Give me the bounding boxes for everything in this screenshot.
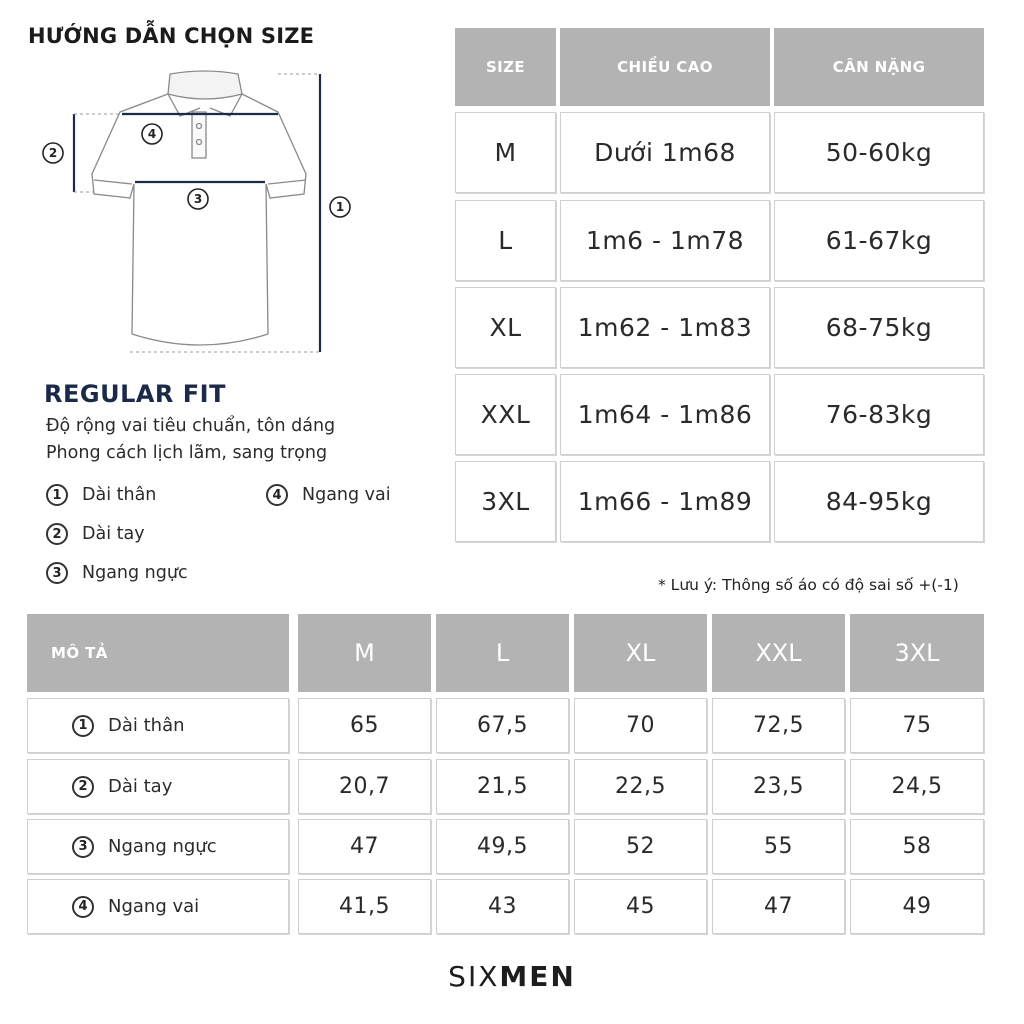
value-cell: 22,5 bbox=[574, 759, 707, 814]
size-column-header: 3XL bbox=[850, 614, 984, 692]
fit-title: REGULAR FIT bbox=[44, 380, 226, 408]
table-row-label bbox=[27, 819, 289, 874]
number-3-icon: 3 bbox=[72, 836, 94, 858]
fit-description-1: Độ rộng vai tiêu chuẩn, tôn dáng bbox=[46, 416, 336, 436]
description-header: MÔ TẢ bbox=[27, 614, 289, 692]
value-cell: 24,5 bbox=[850, 759, 984, 814]
number-4-icon: 4 bbox=[266, 484, 288, 506]
legend-label: Ngang vai bbox=[302, 485, 391, 505]
marker-2: 2 bbox=[48, 146, 58, 160]
marker-3: 3 bbox=[193, 192, 203, 206]
number-1-icon: 1 bbox=[72, 715, 94, 737]
height-cell: 1m64 - 1m86 bbox=[560, 374, 770, 455]
row-label: Ngang ngực bbox=[108, 836, 217, 857]
value-cell: 67,5 bbox=[436, 698, 569, 753]
number-1-icon: 1 bbox=[46, 484, 68, 506]
legend-label: Ngang ngực bbox=[82, 563, 188, 583]
value-cell: 58 bbox=[850, 819, 984, 874]
size-column-header: XL bbox=[574, 614, 707, 692]
weight-cell: 68-75kg bbox=[774, 287, 984, 368]
value-cell: 65 bbox=[298, 698, 431, 753]
value-cell: 70 bbox=[574, 698, 707, 753]
row-label: Ngang vai bbox=[108, 896, 200, 917]
brand-part-2: MEN bbox=[499, 960, 576, 993]
value-cell: 49,5 bbox=[436, 819, 569, 874]
marker-1: 1 bbox=[335, 200, 345, 214]
value-cell: 23,5 bbox=[712, 759, 845, 814]
value-cell: 52 bbox=[574, 819, 707, 874]
tolerance-note: * Lưu ý: Thông số áo có độ sai số +(-1) bbox=[658, 576, 959, 594]
size-column-header: XXL bbox=[712, 614, 845, 692]
size-column-header: L bbox=[436, 614, 569, 692]
polo-shirt-diagram bbox=[30, 64, 370, 364]
weight-cell: 84-95kg bbox=[774, 461, 984, 542]
value-cell: 49 bbox=[850, 879, 984, 934]
weight-cell: 50-60kg bbox=[774, 112, 984, 193]
legend-item bbox=[46, 523, 145, 545]
number-2-icon: 2 bbox=[72, 776, 94, 798]
weight-cell: 76-83kg bbox=[774, 374, 984, 455]
number-3-icon: 3 bbox=[46, 562, 68, 584]
table-row-label bbox=[27, 879, 289, 934]
size-cell: L bbox=[455, 200, 556, 281]
fit-description-2: Phong cách lịch lãm, sang trọng bbox=[46, 443, 328, 463]
table-row-label bbox=[27, 759, 289, 814]
number-4-icon: 4 bbox=[72, 896, 94, 918]
brand-logo bbox=[0, 960, 1024, 993]
height-cell: 1m66 - 1m89 bbox=[560, 461, 770, 542]
legend-item bbox=[266, 484, 391, 506]
guide-title: HƯỚNG DẪN CHỌN SIZE bbox=[28, 24, 315, 48]
value-cell: 47 bbox=[712, 879, 845, 934]
height-cell: 1m62 - 1m83 bbox=[560, 287, 770, 368]
marker-4: 4 bbox=[147, 127, 157, 141]
height-header: CHIỀU CAO bbox=[560, 28, 770, 106]
value-cell: 20,7 bbox=[298, 759, 431, 814]
value-cell: 55 bbox=[712, 819, 845, 874]
row-label: Dài thân bbox=[108, 715, 185, 736]
weight-cell: 61-67kg bbox=[774, 200, 984, 281]
size-header: SIZE bbox=[455, 28, 556, 106]
legend-label: Dài thân bbox=[82, 485, 157, 505]
value-cell: 75 bbox=[850, 698, 984, 753]
size-cell: M bbox=[455, 112, 556, 193]
row-label: Dài tay bbox=[108, 776, 173, 797]
size-cell: XXL bbox=[455, 374, 556, 455]
number-2-icon: 2 bbox=[46, 523, 68, 545]
size-cell: XL bbox=[455, 287, 556, 368]
height-cell: 1m6 - 1m78 bbox=[560, 200, 770, 281]
table-row-label bbox=[27, 698, 289, 753]
brand-part-1: SIX bbox=[448, 960, 500, 993]
legend-item bbox=[46, 484, 156, 506]
size-column-header: M bbox=[298, 614, 431, 692]
height-cell: Dưới 1m68 bbox=[560, 112, 770, 193]
value-cell: 21,5 bbox=[436, 759, 569, 814]
size-cell: 3XL bbox=[455, 461, 556, 542]
weight-header: CÂN NẶNG bbox=[774, 28, 984, 106]
value-cell: 47 bbox=[298, 819, 431, 874]
value-cell: 45 bbox=[574, 879, 707, 934]
value-cell: 43 bbox=[436, 879, 569, 934]
value-cell: 41,5 bbox=[298, 879, 431, 934]
legend-label: Dài tay bbox=[82, 524, 145, 544]
legend-item bbox=[46, 562, 188, 584]
value-cell: 72,5 bbox=[712, 698, 845, 753]
